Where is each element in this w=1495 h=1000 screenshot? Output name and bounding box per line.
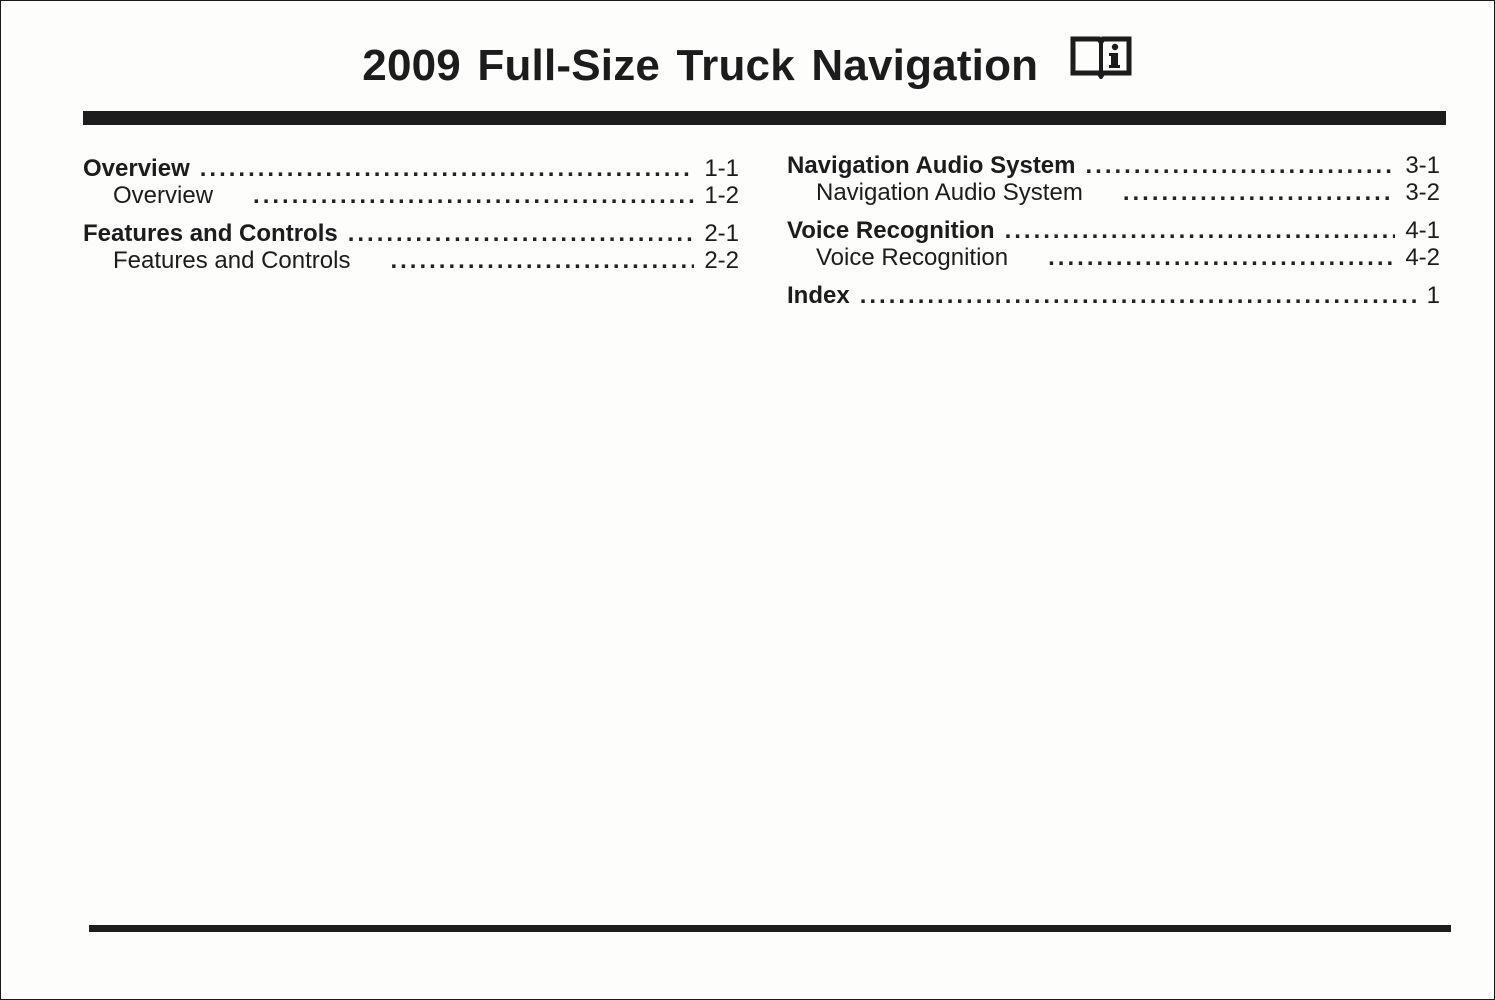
dot-leader <box>1086 151 1396 181</box>
title-row <box>1 41 1494 91</box>
toc-entry-label: Overview <box>113 182 214 209</box>
toc-entry-page: 4-2 <box>1405 244 1440 271</box>
toc-entry-page: 2-2 <box>704 247 739 274</box>
toc-entry-label: Index <box>787 282 850 309</box>
dot-leader <box>348 219 695 249</box>
toc-entry-page: 1-1 <box>704 155 739 182</box>
toc-entry-page: 3-2 <box>1405 179 1440 206</box>
toc-entry-page: 2-1 <box>704 220 739 247</box>
toc-entry-label: Voice Recognition <box>816 244 1009 271</box>
toc-entry-navigation-audio-system[interactable] <box>787 151 1440 181</box>
page-title: 2009 Full-Size Truck Navigation <box>362 41 1039 90</box>
footer-rule <box>89 925 1451 932</box>
toc-entry-index[interactable] <box>787 281 1440 311</box>
toc-entry-label: Overview <box>83 155 190 182</box>
dot-leader <box>1005 216 1396 246</box>
toc-subentry-voice-recognition[interactable] <box>816 243 1440 273</box>
toc-entry-page: 1 <box>1426 282 1440 309</box>
toc-subentry-overview[interactable] <box>113 181 739 211</box>
toc-entry-label: Navigation Audio System <box>816 179 1083 206</box>
toc-entry-label: Navigation Audio System <box>787 152 1076 179</box>
toc-entry-label: Voice Recognition <box>787 217 995 244</box>
dot-leader <box>200 154 695 184</box>
dot-leader <box>390 246 694 276</box>
toc-entry-label: Features and Controls <box>83 220 338 247</box>
toc-subentry-navigation-audio-system[interactable] <box>816 178 1440 208</box>
dot-leader <box>253 181 694 211</box>
toc-entry-overview[interactable] <box>83 154 739 184</box>
toc-entry-page: 3-1 <box>1405 152 1440 179</box>
toc-subentry-features-and-controls[interactable] <box>113 246 739 276</box>
book-info-icon <box>1069 31 1133 79</box>
title-rule <box>83 111 1446 125</box>
toc-entry-voice-recognition[interactable] <box>787 216 1440 246</box>
toc-entry-features-and-controls[interactable] <box>83 219 739 249</box>
toc-entry-page: 4-1 <box>1405 217 1440 244</box>
toc-entry-label: Features and Controls <box>113 247 351 274</box>
dot-leader <box>860 281 1417 311</box>
toc-entry-page: 1-2 <box>704 182 739 209</box>
dot-leader <box>1048 243 1395 273</box>
dot-leader <box>1123 178 1396 208</box>
